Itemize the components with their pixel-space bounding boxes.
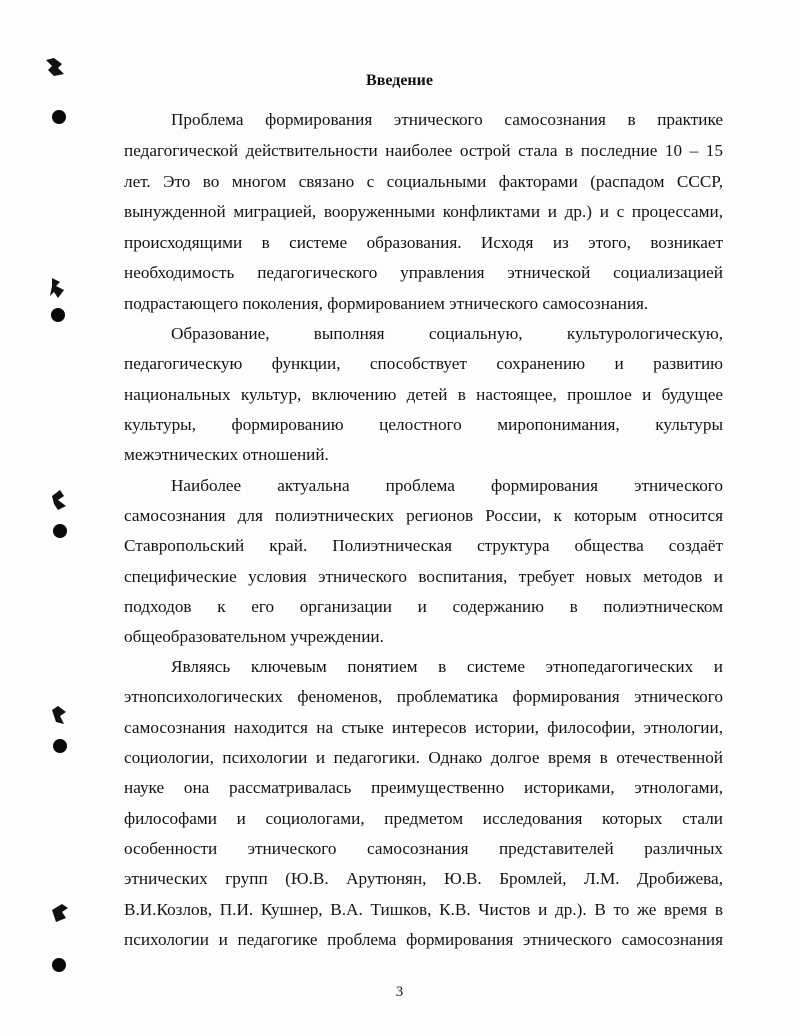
text-line: подходов к его организации и содержанию в полиэтническом xyxy=(124,597,723,616)
text-line: лет. Это во многом связано с социальными факторами (распадом СССР, xyxy=(124,172,723,191)
binder-hole-4 xyxy=(53,739,67,753)
text-line: философами и социологами, предметом исследования которых стали xyxy=(124,809,723,828)
text-line: Наиболее актуальна проблема формирования этнического xyxy=(171,476,723,495)
binder-hole-5 xyxy=(52,958,66,972)
scan-mark-5 xyxy=(48,902,72,926)
text-line: национальных культур, включению детей в настоящее, прошлое и будущее xyxy=(124,385,723,404)
scan-mark-2 xyxy=(46,276,68,302)
text-line: Проблема формирования этнического самосознания в практике xyxy=(171,110,723,129)
text-line: психологии и педагогике проблема формирования этнического самосознания xyxy=(124,930,723,949)
text-line: культуры, формированию целостного миропонимания, культуры xyxy=(124,415,723,434)
text-line: самосознания находится на стыке интересов истории, философии, этнологии, xyxy=(124,718,723,737)
scan-mark-4 xyxy=(48,704,70,728)
binder-hole-2 xyxy=(51,308,65,322)
section-heading: Введение xyxy=(366,72,433,89)
text-line: Являясь ключевым понятием в системе этнопедагогических и xyxy=(171,657,723,676)
text-line: подрастающего поколения, формированием этнического самосознания. xyxy=(124,294,649,313)
text-line: особенности этнического самосознания представителей различных xyxy=(124,839,723,858)
text-line: педагогическую функции, способствует сохранению и развитию xyxy=(124,354,723,373)
text-line: науке она рассматривалась преимущественно историками, этнологами, xyxy=(124,778,723,797)
text-line: В.И.Козлов, П.И. Кушнер, В.А. Тишков, К.В. Чистов и др.). В то же время в xyxy=(124,900,723,919)
text-line: необходимость педагогического управления этнической социализацией xyxy=(124,263,723,282)
text-line: этнопсихологических феноменов, проблематика формирования этнического xyxy=(124,687,723,706)
text-line: самосознания для полиэтнических регионов России, к которым относится xyxy=(124,506,723,525)
text-line: этнических групп (Ю.В. Арутюнян, Ю.В. Бромлей, Л.М. Дробижева, xyxy=(124,869,723,888)
text-line: вынужденной миграцией, вооруженными конфликтами и др.) и с процессами, xyxy=(124,202,723,221)
text-line: общеобразовательном учреждении. xyxy=(124,627,384,646)
binder-hole-3 xyxy=(53,524,67,538)
text-line: Образование, выполняя социальную, культурологическую, xyxy=(171,324,723,343)
scan-mark-3 xyxy=(48,488,70,514)
binder-hole-1 xyxy=(52,110,66,124)
text-line: социологии, психологии и педагогики. Однако долгое время в отечественной xyxy=(124,748,723,767)
text-line: педагогической действительности наиболее острой стала в последние 10 – 15 xyxy=(124,141,723,160)
text-line: происходящими в системе образования. Исходя из этого, возникает xyxy=(124,233,723,252)
page-number: 3 xyxy=(395,984,404,1000)
text-line: специфические условия этнического воспитания, требует новых методов и xyxy=(124,567,723,586)
text-line: межэтнических отношений. xyxy=(124,445,329,464)
text-line: Ставропольский край. Полиэтническая структура общества создаёт xyxy=(124,536,723,555)
